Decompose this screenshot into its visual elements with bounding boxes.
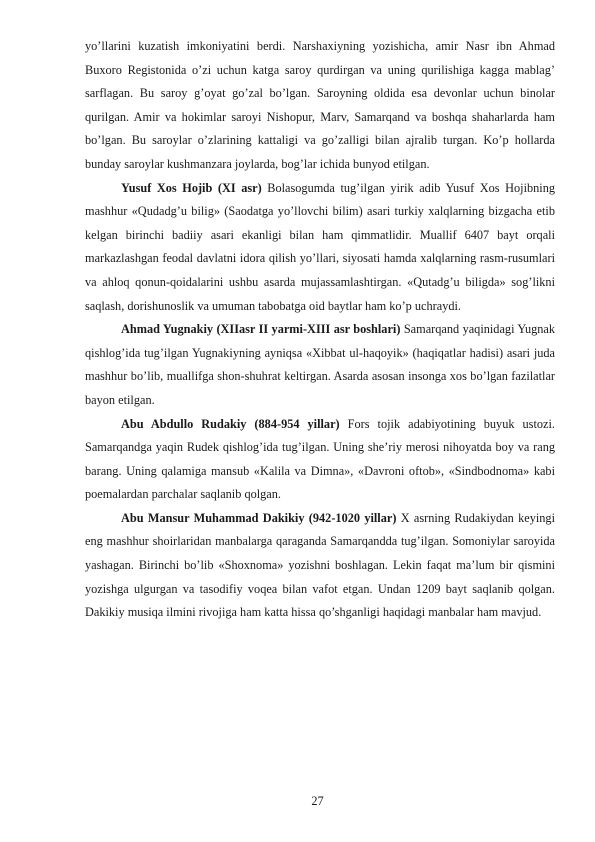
paragraph-intro-text: yo’llarini kuzatish imkoniyatini berdi. Narshaxiyning yozishicha, amir Nasr ibn Ahmad Buxoro Registonida o’zi uchun katga saroy qurdirgan va uning qurilishiga kagga mablag’ sarflagan. Bu saroy g’oyat go’zal bo’lgan. Saroyning oldida esa devonlar uchun binolar qurilgan. Amir va hokimlar saroyi Nishopur, Marv, Samarqand va boshqa shaharlarda ham bo’lgan. Bu saroylar o’zlarining kattaligi va go’zalligi bilan ajralib turgan. Ko’p hollarda bunday saroylar kushmanzara joylarda, bog’lar ichida bunyod etilgan. xyxy=(85,39,555,171)
paragraph-ahmad-yugnakiy xyxy=(85,318,555,412)
document-body xyxy=(85,35,555,625)
paragraph-rudakiy xyxy=(85,413,555,507)
page-number: 27 xyxy=(311,794,324,808)
heading-ahmad-yugnakiy: Ahmad Yugnakiy (XIIasr II yarmi-XIII asr boshlari) xyxy=(121,322,401,337)
paragraph-yusuf-xos-hojib-text: Bolasogumda tug’ilgan yirik adib Yusuf Xos Hojibning mashhur «Qudadg’u bilig» (Saodatga yo’llovchi bilim) asari turkiy xalqlarning bizgacha etib kelgan birinchi badiiy asari ekanligi bilan ham qimmatlidir. Muallif 6407 bayt orqali markazlashgan feodal davlatni idora qilish yo’llari, siyosati hamda xalqlarning rasm-rusumlari va ahloq qonun-qoidalarini ushbu asarda mujassamlashtirgan. «Qutadg’u biligda» sog’likni saqlash, dorishunoslik va umuman tabobatga oid baytlar ham ko’p uchraydi. xyxy=(85,180,555,313)
paragraph-yusuf-xos-hojib xyxy=(85,177,555,319)
heading-yusuf-xos-hojib: Yusuf Xos Hojib (XI asr) xyxy=(121,180,262,195)
heading-rudakiy: Abu Abdullo Rudakiy (884-954 yillar) xyxy=(121,416,340,431)
paragraph-dakikiy xyxy=(85,507,555,625)
paragraph-dakikiy-text: X asrning Rudakiydan keyingi eng mashhur shoirlaridan manbalarga qaraganda Samarqandda tug’ilgan. Somoniylar saroyida yashagan. Birinchi bo’lib «Shoxnoma» yozishni boshlagan. Lekin faqat ma’lum bir qismini yozishga ulgurgan va tasodifiy voqea bilan vafot etgan. Undan 1209 bayt saqlanib qolgan. Dakikiy musiqa ilmini rivojiga ham katta hissa qo’shganligi haqidagi manbalar ham mavjud. xyxy=(85,510,555,620)
paragraph-rudakiy-text: Fors tojik adabiyotining buyuk ustozi. Samarqandga yaqin Rudek qishlog’ida tug’ilgan. Uning she’riy merosi nihoyatda boy va rang barang. Uning qalamiga mansub «Kalila va Dimna», «Davroni oftob», «Sindbodnoma» kabi poemalardan parchalar saqlanib qolgan. xyxy=(85,416,555,502)
paragraph-intro xyxy=(85,35,555,177)
heading-dakikiy: Abu Mansur Muhammad Dakikiy (942-1020 yillar) xyxy=(121,510,397,525)
paragraph-ahmad-yugnakiy-text: Samarqand yaqinidagi Yugnak qishlog’ida tug’ilgan Yugnakiyning ayniqsa «Xibbat ul-haqoyik» (haqiqatlar hadisi) asari juda mashhur bo’lib, muallifga shon-shuhrat keltirgan. Asarda asosan insonga xos bo’lgan fazilatlar bayon etilgan. xyxy=(85,322,556,407)
